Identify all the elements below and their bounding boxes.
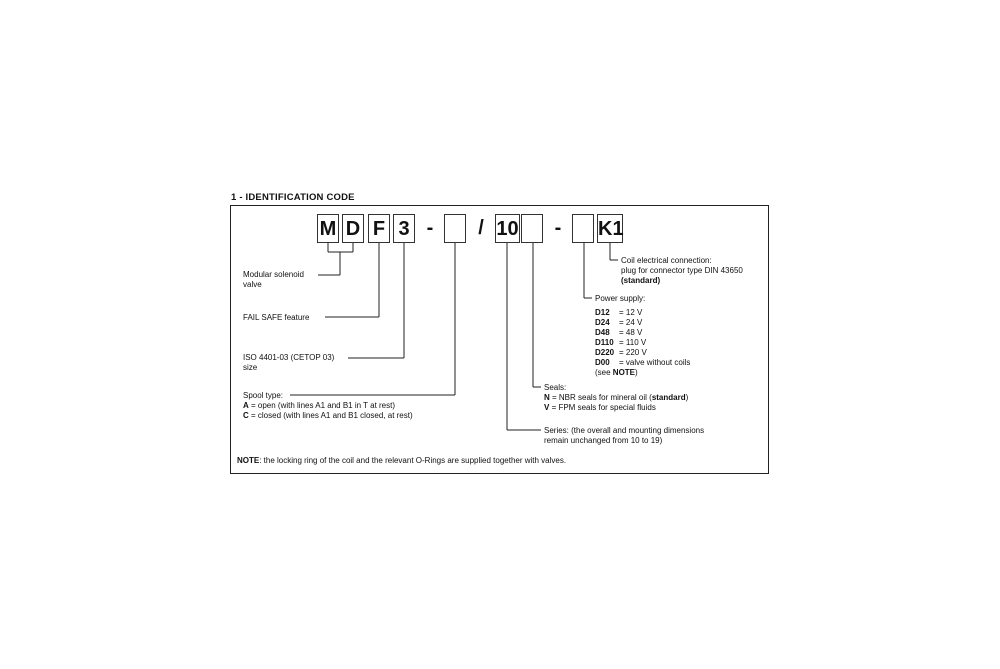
label-coil-connection: Coil electrical connection: plug for connector type DIN 43650 (standard) — [621, 256, 743, 285]
code-box-10: - — [554, 217, 562, 239]
label-seals: Seals: N = NBR seals for mineral oil (standard) V = FPM seals for special fluids — [544, 383, 689, 412]
label-iso-size: ISO 4401-03 (CETOP 03) size — [243, 353, 335, 372]
code-box-7: / — [478, 217, 484, 239]
code-box-8: 10 — [495, 214, 520, 243]
label-power-supply: Power supply: D12 = 12 V D24 = 24 V D48 = 48 V D110 = 110 V D220 = 220 V D00 = valve without coils (see NOTE) — [595, 294, 691, 377]
code-box-1: M — [317, 214, 339, 243]
code-box-11 — [572, 214, 594, 243]
label-modular: Modular solenoid valve — [243, 270, 304, 289]
label-fail-safe: FAIL SAFE feature — [243, 313, 310, 322]
code-box-12: K1 — [597, 214, 623, 243]
code-box-9 — [521, 214, 543, 243]
code-box-4: 3 — [393, 214, 415, 243]
label-spool-type: Spool type: A = open (with lines A1 and B1 in T at rest) C = closed (with lines A1 and B1 closed, at rest) — [243, 391, 413, 420]
code-box-5: - — [426, 217, 434, 239]
footnote: NOTE: the locking ring of the coil and the relevant O-Rings are supplied together with valves. — [237, 456, 567, 465]
code-box-3: F — [368, 214, 390, 243]
code-box-2: D — [342, 214, 364, 243]
section-title: 1 - IDENTIFICATION CODE — [231, 192, 355, 203]
code-box-6 — [444, 214, 466, 243]
label-series: Series: (the overall and mounting dimensions remain unchanged from 10 to 19) — [544, 426, 705, 445]
